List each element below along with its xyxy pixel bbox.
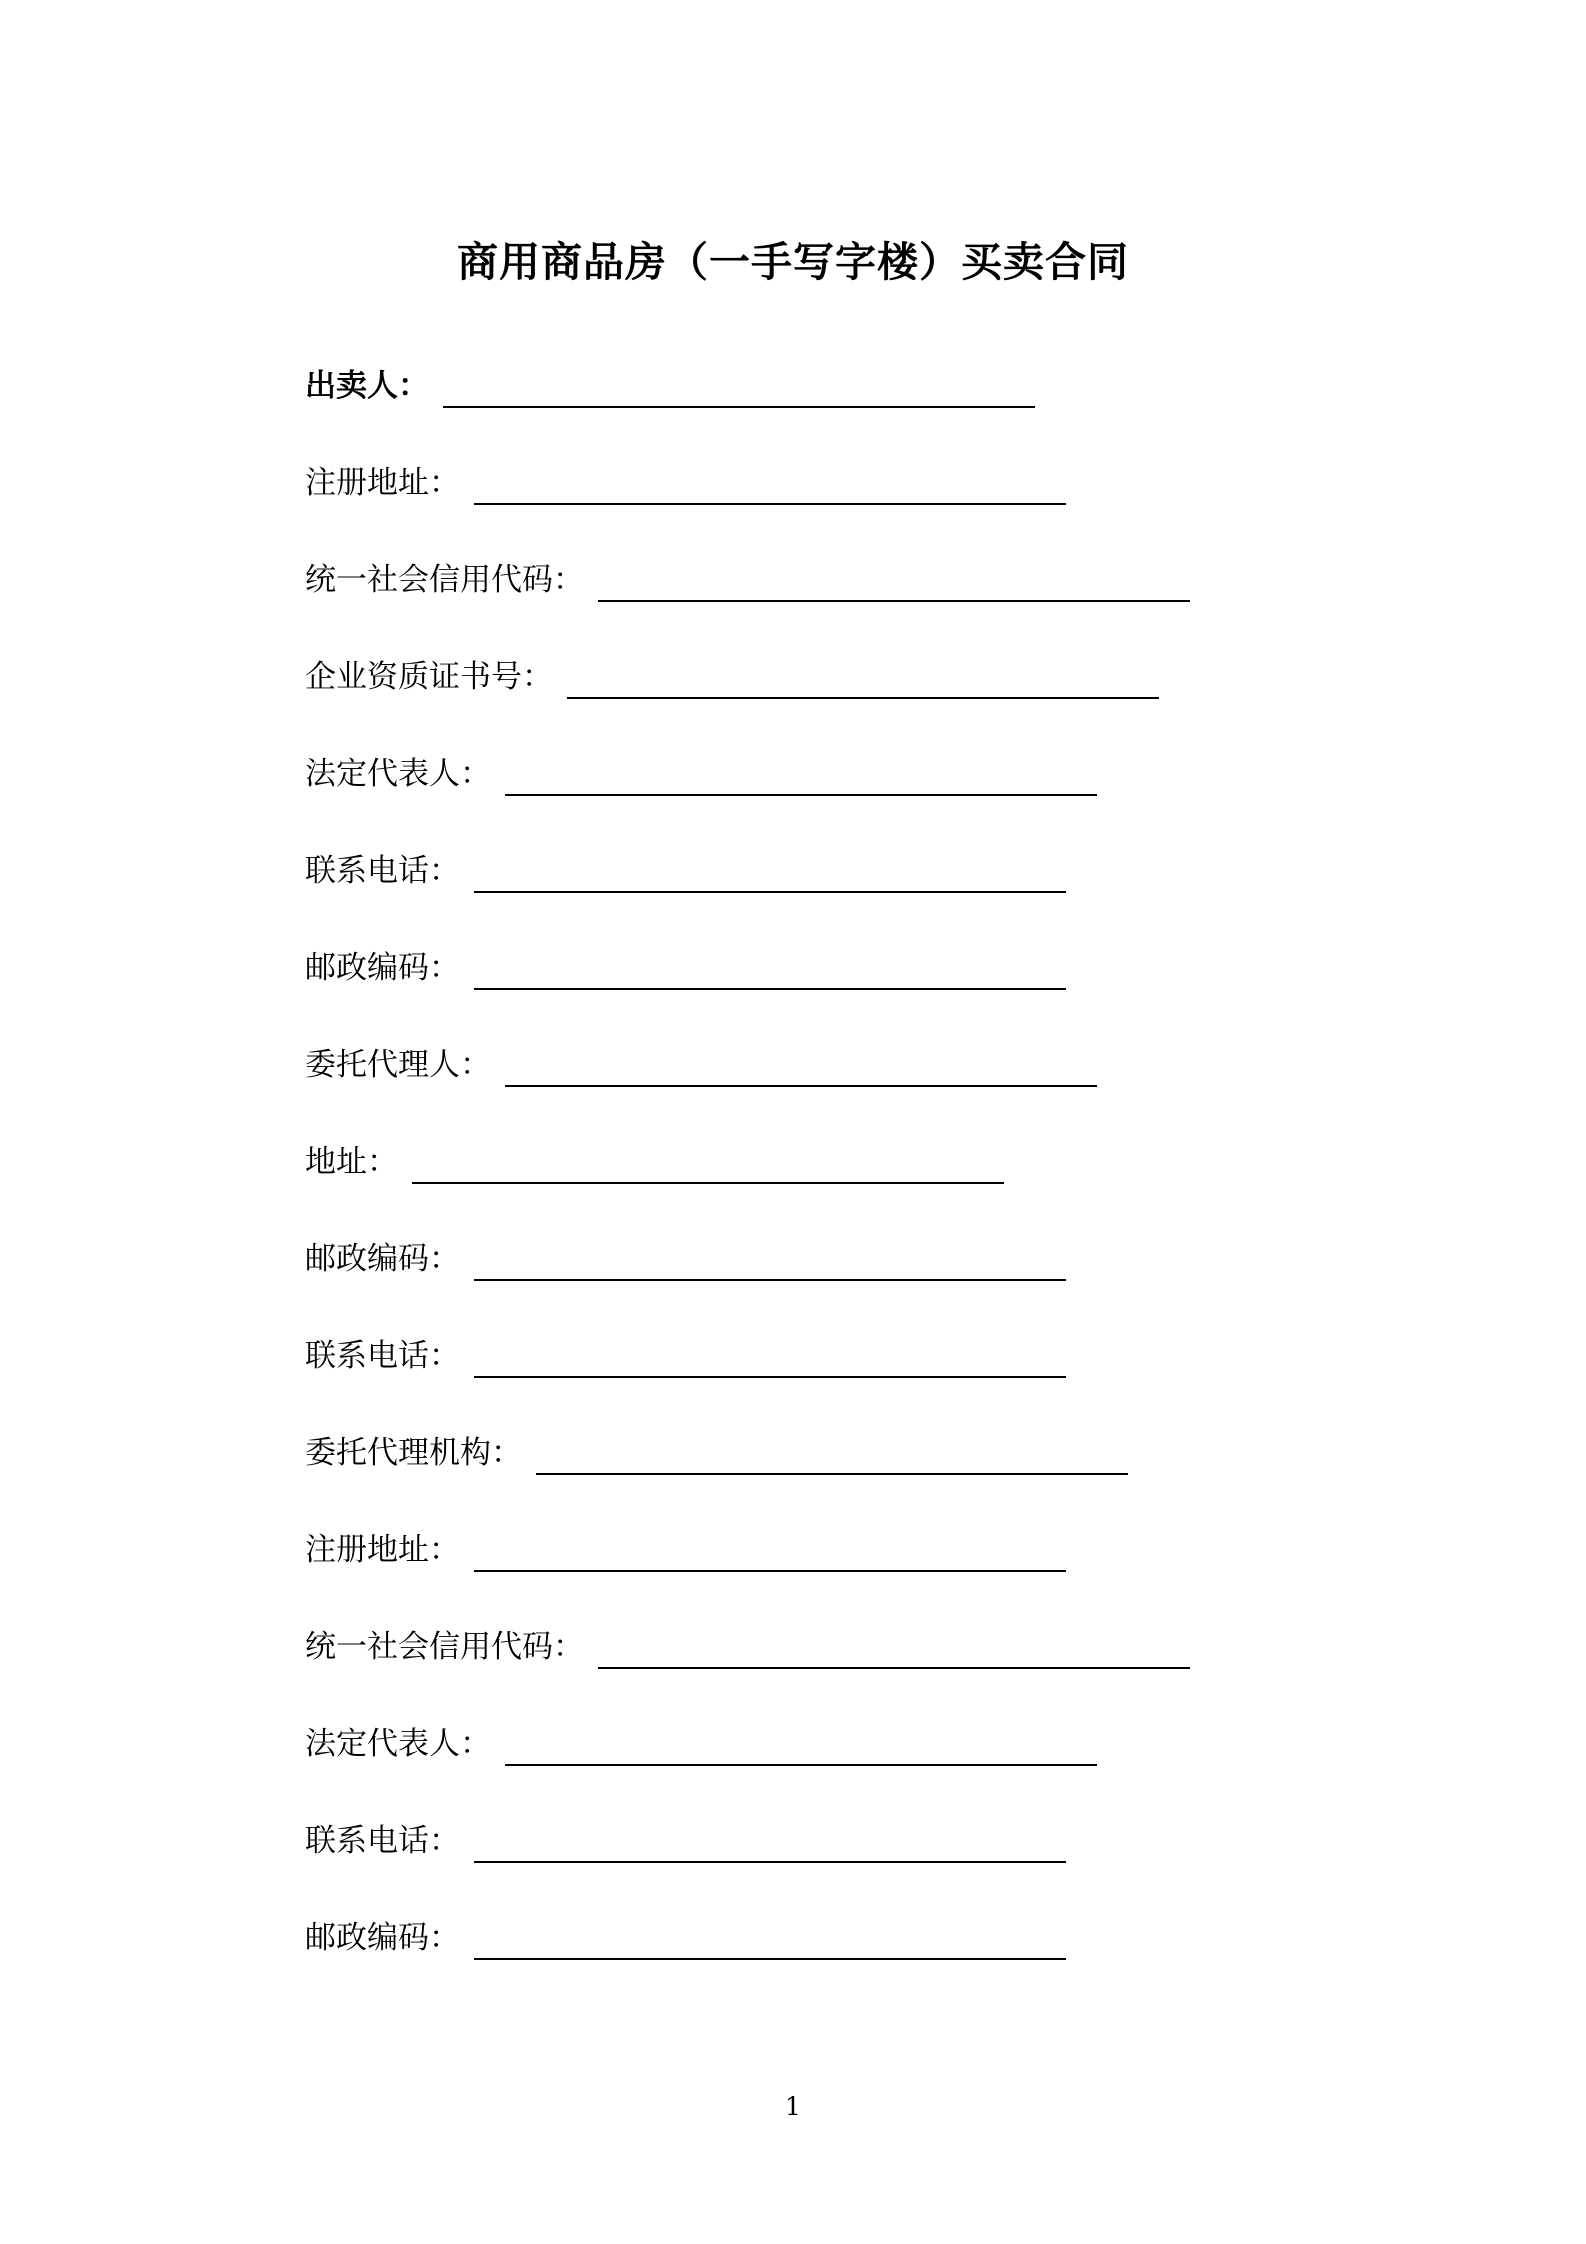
blank-fill-line bbox=[474, 1279, 1066, 1281]
field-label: 委托代理机构： bbox=[305, 1435, 522, 1471]
field-row-agency-registered-address bbox=[305, 1522, 1066, 1572]
field-label: 统一社会信用代码： bbox=[305, 562, 584, 598]
blank-fill-line bbox=[474, 1376, 1066, 1378]
blank-fill-line bbox=[536, 1473, 1128, 1475]
field-label: 法定代表人： bbox=[305, 1726, 491, 1762]
field-label: 统一社会信用代码： bbox=[305, 1629, 584, 1665]
blank-fill-line bbox=[412, 1182, 1004, 1184]
field-row-agency-credit-code bbox=[305, 1619, 1190, 1669]
field-label: 联系电话： bbox=[305, 1823, 460, 1859]
blank-fill-line bbox=[598, 600, 1190, 602]
field-row-authorized-agent bbox=[305, 1037, 1097, 1087]
field-label: 注册地址： bbox=[305, 465, 460, 501]
field-row-agency-postal-code bbox=[305, 1910, 1066, 1960]
field-label: 出卖人： bbox=[305, 368, 429, 404]
field-row-postal-code bbox=[305, 940, 1066, 990]
field-row-registered-address bbox=[305, 455, 1066, 505]
field-row-agency-phone bbox=[305, 1813, 1066, 1863]
blank-fill-line bbox=[505, 1085, 1097, 1087]
field-row-agent-address bbox=[305, 1134, 1004, 1184]
document-title: 商用商品房（一手写字楼）买卖合同 bbox=[457, 238, 1129, 286]
field-row-agent-postal-code bbox=[305, 1231, 1066, 1281]
page-number: 1 bbox=[785, 2092, 801, 2121]
field-row-qualification-cert bbox=[305, 649, 1159, 699]
field-label: 企业资质证书号： bbox=[305, 659, 553, 695]
field-row-credit-code bbox=[305, 552, 1190, 602]
field-label: 地址： bbox=[305, 1144, 398, 1180]
field-row-agency-legal-representative bbox=[305, 1716, 1097, 1766]
field-row-seller bbox=[305, 358, 1035, 408]
field-row-phone bbox=[305, 843, 1066, 893]
blank-fill-line bbox=[474, 1861, 1066, 1863]
field-row-legal-representative bbox=[305, 746, 1097, 796]
field-row-agent-phone bbox=[305, 1328, 1066, 1378]
field-label: 邮政编码： bbox=[305, 1920, 460, 1956]
field-label: 联系电话： bbox=[305, 853, 460, 889]
field-label: 联系电话： bbox=[305, 1338, 460, 1374]
field-label: 注册地址： bbox=[305, 1532, 460, 1568]
field-row-agency bbox=[305, 1425, 1128, 1475]
field-label: 法定代表人： bbox=[305, 756, 491, 792]
blank-fill-line bbox=[505, 794, 1097, 796]
blank-fill-line bbox=[474, 1570, 1066, 1572]
blank-fill-line bbox=[567, 697, 1159, 699]
blank-fill-line bbox=[474, 1958, 1066, 1960]
field-label: 邮政编码： bbox=[305, 950, 460, 986]
blank-fill-line bbox=[505, 1764, 1097, 1766]
blank-fill-line bbox=[474, 891, 1066, 893]
blank-fill-line bbox=[474, 503, 1066, 505]
blank-fill-line bbox=[474, 988, 1066, 990]
field-label: 委托代理人： bbox=[305, 1047, 491, 1083]
blank-fill-line bbox=[598, 1667, 1190, 1669]
field-label: 邮政编码： bbox=[305, 1241, 460, 1277]
blank-fill-line bbox=[443, 406, 1035, 408]
